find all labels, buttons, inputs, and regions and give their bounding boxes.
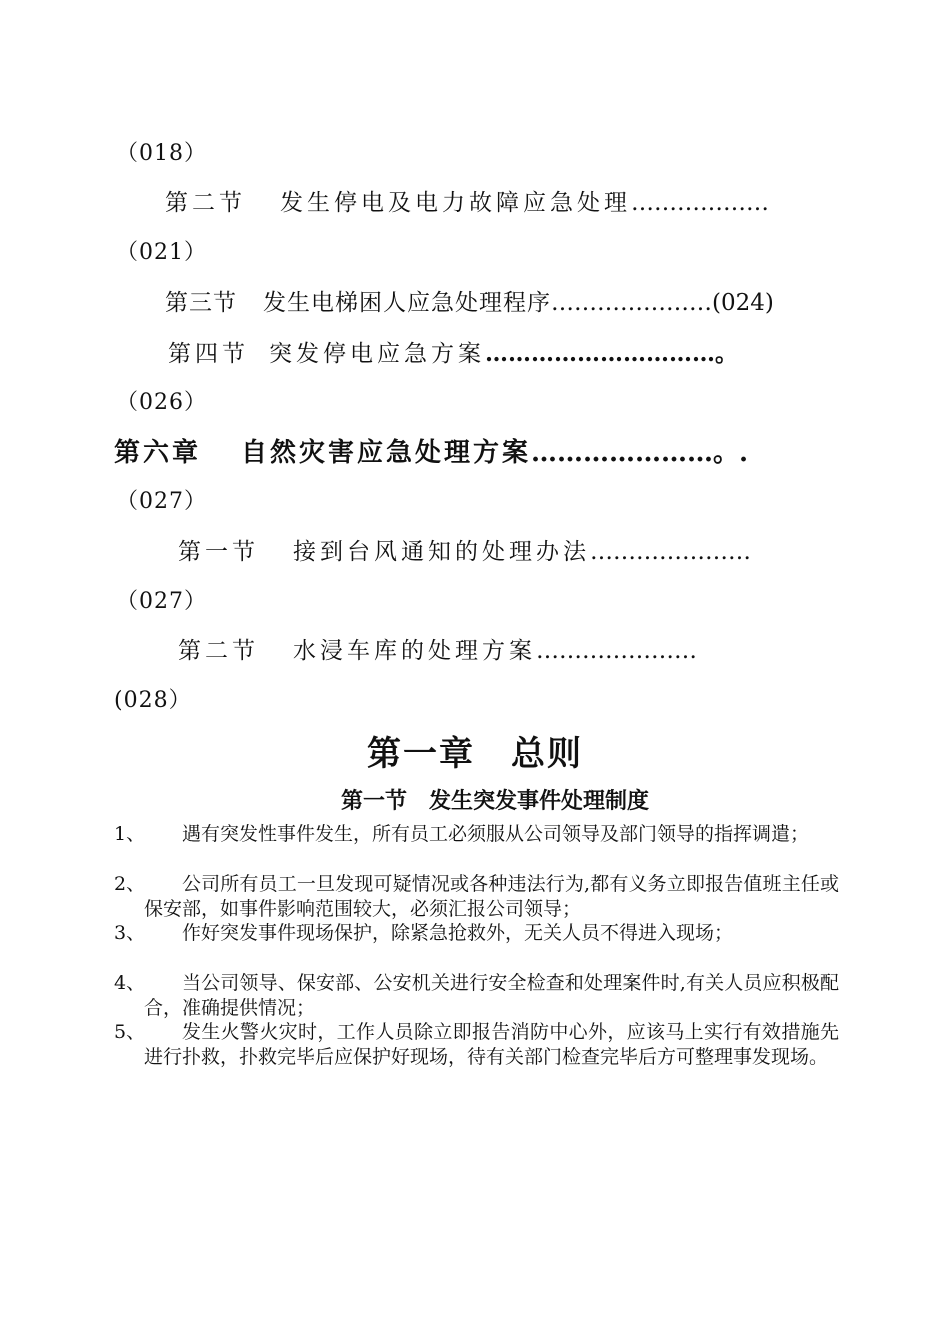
toc-page-number: （027） — [116, 489, 207, 514]
toc-leader-dots: …………………。. — [531, 438, 749, 468]
list-item-number: 4、 — [114, 972, 146, 994]
toc-page-number: （027） — [116, 589, 207, 614]
toc-entry-section-2b[interactable] — [178, 632, 697, 665]
section-heading: 第一节 发生突发事件处理制度 — [340, 789, 649, 814]
toc-section-title: 发生停电及电力故障应急处理 — [280, 190, 631, 216]
list-item-text: 当公司领导、保安部、公安机关进行安全检查和处理案件时,有关人员应积极配合，准确提供情况； — [144, 972, 839, 1019]
list-item — [114, 921, 839, 946]
toc-page-number: （021） — [116, 240, 207, 265]
toc-leader-dots: ………………… — [536, 638, 697, 664]
toc-section-label: 第二节 — [165, 190, 246, 216]
chapter-heading: 第一章 总则 — [367, 734, 583, 774]
list-item-number: 1、 — [114, 823, 146, 845]
toc-section-label: 第四节 — [168, 341, 249, 367]
toc-section-title: 接到台风通知的处理办法 — [293, 539, 590, 565]
toc-section-label: 第三节 — [165, 290, 237, 316]
list-item — [114, 822, 839, 847]
list-item — [114, 971, 839, 1021]
toc-leader-dots: ……………… — [631, 190, 769, 216]
toc-section-title: 发生电梯困人应急处理程序 — [263, 290, 551, 316]
list-item-number: 5、 — [114, 1021, 146, 1043]
toc-entry-section-3[interactable] — [165, 284, 774, 317]
toc-entry-section-1[interactable] — [178, 533, 751, 566]
toc-chapter-title: 自然灾害应急处理方案 — [241, 438, 532, 468]
toc-leader-dots: …………………(024) — [551, 290, 774, 316]
toc-leader-dots: …………………………。 — [485, 340, 738, 367]
toc-chapter-label: 第六章 — [114, 438, 202, 468]
toc-entry-section-4[interactable] — [168, 335, 738, 368]
toc-entry-section-2[interactable] — [165, 184, 769, 217]
toc-page-number: (028） — [114, 688, 192, 713]
toc-section-label: 第一节 — [178, 539, 259, 565]
list-item-number: 3、 — [114, 922, 146, 944]
toc-entry-chapter-6[interactable] — [114, 432, 748, 469]
toc-page-number: （026） — [116, 390, 207, 415]
list-item — [114, 872, 839, 922]
toc-section-title: 水浸车库的处理方案 — [293, 638, 536, 664]
toc-section-title: 突发停电应急方案 — [269, 341, 485, 367]
list-item-number: 2、 — [114, 873, 146, 895]
toc-section-label: 第二节 — [178, 638, 259, 664]
toc-leader-dots: ………………… — [590, 539, 751, 565]
list-item-text: 作好突发事件现场保护，除紧急抢救外，无关人员不得进入现场； — [182, 922, 734, 944]
toc-page-number: （018） — [116, 141, 207, 166]
list-item — [114, 1020, 839, 1070]
list-item-text: 发生火警火灾时，工作人员除立即报告消防中心外，应该马上实行有效措施先进行扑救，扑救完毕后应保护好现场，待有关部门检查完毕后方可整理事发现场。 — [144, 1021, 839, 1068]
list-item-text: 公司所有员工一旦发现可疑情况或各种违法行为,都有义务立即报告值班主任或保安部，如事件影响范围较大，必须汇报公司领导； — [144, 873, 839, 920]
list-item-text: 遇有突发性事件发生，所有员工必须服从公司领导及部门领导的指挥调遣； — [182, 823, 810, 845]
